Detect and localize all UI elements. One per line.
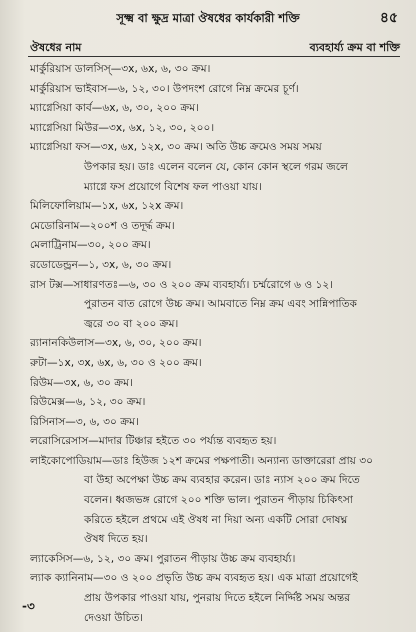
entry-continuation-line: দেওয়া উচিত। — [84, 611, 144, 624]
entry-continuation-line: বলেন। ধ্বজভঙ্গ রোগে ২০০ শক্তি ভাল। পুরাতন পীড়ায় চিকিৎসা — [84, 494, 353, 507]
entry-line: রাস টক্স—সাধারণতঃ—৬, ৩০ ও ২০০ ক্রম ব্যবহার্য্য। চর্ম্মরোগে ৬ ও ১২। — [30, 278, 334, 291]
entry-line: মিলিফোলিয়াম—১x, ৬x, ১২x ক্রম। — [30, 200, 184, 213]
entry-line: ল্যাকেসিস—৬, ১২, ৩০ ক্রম। পুরাতন পীড়ায় উচ্চ ক্রম ব্যবহার্য্য। — [30, 552, 296, 565]
entry-continuation-line: উপকার হয়। ডাঃ এলেন বলেন যে, কোন কোন স্থলে গরম জলে — [84, 160, 348, 173]
entry-continuation-line: বা উহা অপেক্ষা উচ্চ ক্রম ব্যবহার করেন। ডাঃ ন্যাস ২০০ ক্রম দিতে — [84, 474, 360, 487]
page-number: ৪৫ — [379, 10, 398, 26]
entry-line: রিউমেক্স—৬, ১২, ৩০ ক্রম। — [30, 396, 146, 409]
entry-continuation-line: জ্বরে ৩০ বা ২০০ ক্রম। — [84, 317, 179, 330]
entry-line: রডোডেন্ড্রন—১, ৩x, ৬, ৩০ ক্রম। — [30, 258, 172, 271]
running-title: সূক্ষ্ম বা ক্ষুদ্র মাত্রা ঔষধের কার্যকারী শক্তি — [116, 11, 300, 25]
entry-line: লরোসিরেসাস—মাদার টিঞ্চার হইতে ৩০ পর্য্যন্ত ব্যবহৃত হয়। — [30, 435, 277, 448]
entry-line: মার্কুরিয়াস ভাইবাস—৬, ১২, ৩০। উপদংশ রোগে নিম্ন ক্রমের চূর্ণ। — [30, 82, 299, 95]
entry-continuation-line: ঔষধ দিতে হয়। — [84, 533, 148, 546]
entry-line: মেডোরিনাম—২০০শ ও তদূর্দ্ধ ক্রম। — [30, 219, 175, 232]
entry-line: ম্যাগ্নেসিয়া কার্ব—৬x, ৬, ৩০, ২০০ ক্রম। — [30, 102, 199, 115]
entry-line: ম্যাগ্নেসিয়া ফস—৩x, ৬x, ১২x, ৩০ ক্রম। অতি উচ্চ ক্রমেও সময় সময় — [30, 141, 322, 154]
entry-continuation-line: করিতে হইলে প্রথমে এই ঔষধ না দিয়া অন্য একটি সোরা দোষঘ্ন — [84, 513, 348, 526]
entry-line: রিউম—৩x, ৬, ৩০ ক্রম। — [30, 376, 133, 389]
header-rule — [28, 56, 400, 57]
footer-mark: -৩ — [22, 599, 35, 613]
entry-list — [30, 60, 398, 628]
column-heading-medicine: ঔষধের নাম — [30, 41, 82, 54]
entry-line: র‍্যানানকিউলাস—৩x, ৬, ৩০, ২০০ ক্রম। — [30, 337, 202, 350]
entry-continuation-line: প্রায় উপকার পাওয়া যায়, পুনরায় দিতে হইলে নির্দ্দিষ্ট সময় অন্তর — [84, 592, 351, 605]
entry-line: রুটা—১x, ৩x, ৬x, ৬, ৩০ ও ২০০ ক্রম। — [30, 356, 202, 369]
entry-line: ল্যাক ক্যানিনাম—৩০ ও ২০০ প্রভৃতি উচ্চ ক্রম ব্যবহৃত হয়। এক মাত্রা প্রয়োগেই — [30, 572, 358, 585]
entry-line: লাইকোপোডিয়াম—ডাঃ হিউজ ১২শ ক্রমের পক্ষপাতী। অন্যান্য ডাক্তারেরা প্রায় ৩০ — [30, 454, 374, 467]
entry-line: রিসিনাস—৩, ৬, ৩০ ক্রম। — [30, 415, 139, 428]
column-heading-potency: ব্যবহার্য্য ক্রম বা শক্তি — [309, 41, 400, 54]
entry-continuation-line: পুরাতন বাত রোগে উচ্চ ক্রম। আমবাতে নিম্ন ক্রম এবং সান্নিপাতিক — [84, 298, 357, 311]
entry-line: মার্কুরিয়াস ডালসিস্‌—৩x, ৬x, ৬, ৩০ ক্রম। — [30, 63, 211, 75]
entry-line: মেলাট্রিনাম—৩০, ২০০ ক্রম। — [30, 239, 151, 252]
entry-line: ম্যাগ্নেসিয়া মিউর—৩x, ৬x, ১২, ৩০, ২০০। — [30, 121, 215, 134]
entry-continuation-line: ম্যাগ্নে ফস প্রয়োগে বিশেষ ফল পাওয়া যায়। — [84, 180, 262, 193]
